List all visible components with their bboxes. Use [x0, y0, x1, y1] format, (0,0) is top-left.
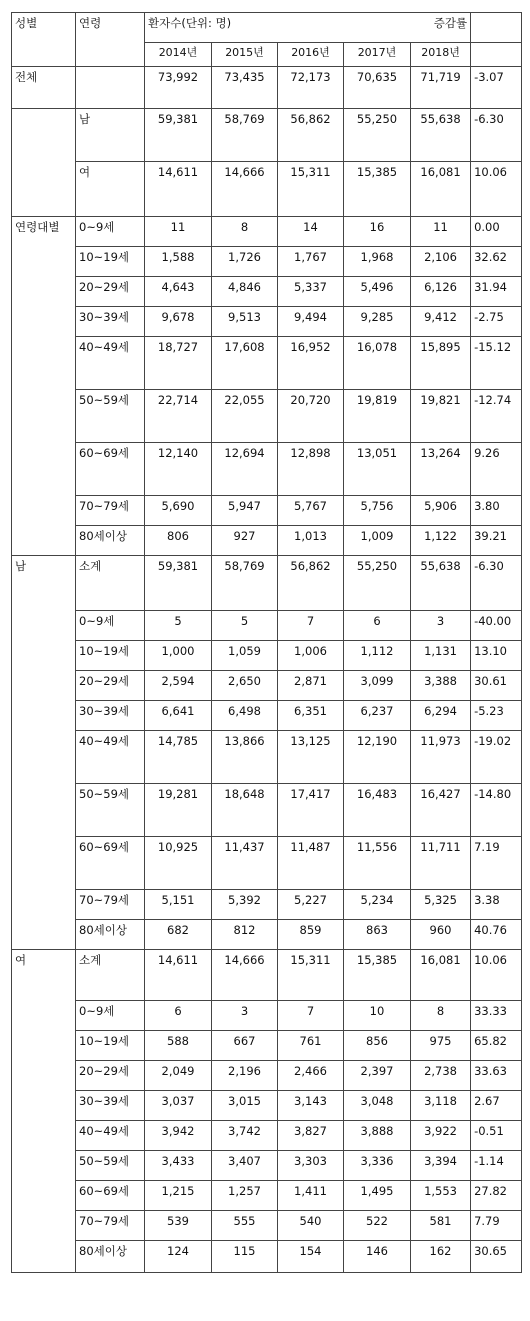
table-row [12, 162, 522, 217]
value-cell: 8 [212, 217, 278, 247]
value-cell: 1,009 [344, 526, 411, 556]
value-cell: 162 [411, 1241, 471, 1273]
value-cell: 5,151 [145, 890, 212, 920]
value-cell: 14,666 [212, 950, 278, 1001]
value-cell: 5,690 [145, 496, 212, 526]
value-cell: 15,311 [278, 950, 344, 1001]
value-cell: 5,337 [278, 277, 344, 307]
value-cell: 59,381 [145, 556, 212, 611]
value-cell: 1,767 [278, 247, 344, 277]
value-cell: 11,437 [212, 837, 278, 890]
value-cell: 5,906 [411, 496, 471, 526]
value-cell: 16 [344, 217, 411, 247]
row-age-label: 30~39세 [76, 701, 145, 731]
value-cell: 6,237 [344, 701, 411, 731]
value-cell: 70,635 [344, 67, 411, 109]
value-cell: 3,143 [278, 1091, 344, 1121]
row-group-label: 남 [12, 556, 76, 950]
value-cell: 73,992 [145, 67, 212, 109]
value-cell: 9,412 [411, 307, 471, 337]
value-cell: 1,588 [145, 247, 212, 277]
header-patients-label: 환자수(단위: 명) [148, 16, 232, 30]
value-cell: 17,417 [278, 784, 344, 837]
row-age-label: 남 [76, 109, 145, 162]
value-cell: 4,846 [212, 277, 278, 307]
value-cell: 19,281 [145, 784, 212, 837]
row-age-label: 60~69세 [76, 1181, 145, 1211]
value-cell: 5,325 [411, 890, 471, 920]
rate-cell: 33.33 [471, 1001, 522, 1031]
value-cell: 3,888 [344, 1121, 411, 1151]
value-cell: 5,756 [344, 496, 411, 526]
value-cell: 6,498 [212, 701, 278, 731]
value-cell: 55,250 [344, 556, 411, 611]
table-row [12, 526, 522, 556]
value-cell: 11,487 [278, 837, 344, 890]
value-cell: 71,719 [411, 67, 471, 109]
value-cell: 146 [344, 1241, 411, 1273]
value-cell: 2,650 [212, 671, 278, 701]
table-row [12, 67, 522, 109]
value-cell: 13,264 [411, 443, 471, 496]
value-cell: 3,015 [212, 1091, 278, 1121]
value-cell: 5,496 [344, 277, 411, 307]
value-cell: 18,648 [212, 784, 278, 837]
table-row [12, 784, 522, 837]
value-cell: 6,294 [411, 701, 471, 731]
row-age-label: 40~49세 [76, 1121, 145, 1151]
value-cell: 2,466 [278, 1061, 344, 1091]
rate-cell: -2.75 [471, 307, 522, 337]
rate-cell: 9.26 [471, 443, 522, 496]
value-cell: 3,388 [411, 671, 471, 701]
value-cell: 59,381 [145, 109, 212, 162]
value-cell: 812 [212, 920, 278, 950]
value-cell: 9,678 [145, 307, 212, 337]
value-cell: 16,427 [411, 784, 471, 837]
value-cell: 1,112 [344, 641, 411, 671]
rate-cell: -6.30 [471, 109, 522, 162]
patients-table [11, 12, 522, 1273]
value-cell: 2,049 [145, 1061, 212, 1091]
value-cell: 3,407 [212, 1151, 278, 1181]
row-age-label: 80세이상 [76, 920, 145, 950]
value-cell: 14,666 [212, 162, 278, 217]
value-cell: 581 [411, 1211, 471, 1241]
row-age-label: 0~9세 [76, 1001, 145, 1031]
header-age: 연령 [76, 13, 145, 67]
row-group-label [12, 109, 76, 217]
table-row [12, 1031, 522, 1061]
table-row [12, 337, 522, 390]
value-cell: 55,638 [411, 109, 471, 162]
value-cell: 540 [278, 1211, 344, 1241]
row-age-label: 70~79세 [76, 1211, 145, 1241]
rate-cell: 31.94 [471, 277, 522, 307]
value-cell: 20,720 [278, 390, 344, 443]
rate-cell: 10.06 [471, 162, 522, 217]
value-cell: 3,099 [344, 671, 411, 701]
value-cell: 8 [411, 1001, 471, 1031]
value-cell: 2,196 [212, 1061, 278, 1091]
rate-cell: -15.12 [471, 337, 522, 390]
value-cell: 3 [212, 1001, 278, 1031]
value-cell: 11,711 [411, 837, 471, 890]
rate-cell: -14.80 [471, 784, 522, 837]
value-cell: 12,190 [344, 731, 411, 784]
value-cell: 19,821 [411, 390, 471, 443]
table-row [12, 307, 522, 337]
rate-cell: -12.74 [471, 390, 522, 443]
table-row [12, 701, 522, 731]
row-age-label: 50~59세 [76, 784, 145, 837]
value-cell: 7 [278, 1001, 344, 1031]
table-row [12, 920, 522, 950]
value-cell: 58,769 [212, 556, 278, 611]
value-cell: 3 [411, 611, 471, 641]
header-year: 2018년 [411, 43, 471, 67]
value-cell: 1,495 [344, 1181, 411, 1211]
table-row [12, 1211, 522, 1241]
value-cell: 1,257 [212, 1181, 278, 1211]
value-cell: 11 [411, 217, 471, 247]
rate-cell: 10.06 [471, 950, 522, 1001]
value-cell: 3,742 [212, 1121, 278, 1151]
value-cell: 5 [145, 611, 212, 641]
row-group-label: 전체 [12, 67, 76, 109]
row-age-label: 소계 [76, 950, 145, 1001]
value-cell: 55,250 [344, 109, 411, 162]
value-cell: 6,351 [278, 701, 344, 731]
value-cell: 16,952 [278, 337, 344, 390]
value-cell: 927 [212, 526, 278, 556]
table-row [12, 1241, 522, 1273]
rate-cell: -19.02 [471, 731, 522, 784]
value-cell: 6,641 [145, 701, 212, 731]
rate-cell: 2.67 [471, 1091, 522, 1121]
value-cell: 16,081 [411, 162, 471, 217]
row-age-label: 0~9세 [76, 217, 145, 247]
value-cell: 1,215 [145, 1181, 212, 1211]
table-row [12, 890, 522, 920]
value-cell: 1,968 [344, 247, 411, 277]
value-cell: 18,727 [145, 337, 212, 390]
row-age-label [76, 67, 145, 109]
table-row [12, 217, 522, 247]
value-cell: 859 [278, 920, 344, 950]
value-cell: 3,942 [145, 1121, 212, 1151]
value-cell: 588 [145, 1031, 212, 1061]
rate-cell: 39.21 [471, 526, 522, 556]
table-row [12, 641, 522, 671]
value-cell: 10,925 [145, 837, 212, 890]
value-cell: 72,173 [278, 67, 344, 109]
header-year: 2014년 [145, 43, 212, 67]
value-cell: 7 [278, 611, 344, 641]
rate-cell: -40.00 [471, 611, 522, 641]
table-row [12, 1061, 522, 1091]
value-cell: 9,494 [278, 307, 344, 337]
value-cell: 667 [212, 1031, 278, 1061]
value-cell: 154 [278, 1241, 344, 1273]
rate-cell: 65.82 [471, 1031, 522, 1061]
header-empty-cell [471, 13, 522, 43]
row-age-label: 여 [76, 162, 145, 217]
row-age-label: 80세이상 [76, 1241, 145, 1273]
value-cell: 960 [411, 920, 471, 950]
value-cell: 19,819 [344, 390, 411, 443]
row-age-label: 30~39세 [76, 1091, 145, 1121]
value-cell: 124 [145, 1241, 212, 1273]
value-cell: 15,385 [344, 162, 411, 217]
value-cell: 682 [145, 920, 212, 950]
value-cell: 863 [344, 920, 411, 950]
value-cell: 1,411 [278, 1181, 344, 1211]
row-age-label: 40~49세 [76, 337, 145, 390]
value-cell: 73,435 [212, 67, 278, 109]
row-age-label: 60~69세 [76, 837, 145, 890]
value-cell: 9,285 [344, 307, 411, 337]
rate-cell: 33.63 [471, 1061, 522, 1091]
row-age-label: 50~59세 [76, 1151, 145, 1181]
value-cell: 3,037 [145, 1091, 212, 1121]
table-row [12, 1121, 522, 1151]
value-cell: 10 [344, 1001, 411, 1031]
value-cell: 2,397 [344, 1061, 411, 1091]
header-patients [145, 13, 471, 43]
value-cell: 2,106 [411, 247, 471, 277]
value-cell: 55,638 [411, 556, 471, 611]
row-age-label: 30~39세 [76, 307, 145, 337]
rate-cell: 7.79 [471, 1211, 522, 1241]
header-change-rate: 증감률 [433, 16, 468, 30]
header-year: 2016년 [278, 43, 344, 67]
value-cell: 12,140 [145, 443, 212, 496]
table-row [12, 556, 522, 611]
table-row [12, 611, 522, 641]
row-group-label: 연령대별 [12, 217, 76, 556]
value-cell: 6 [344, 611, 411, 641]
row-age-label: 소계 [76, 556, 145, 611]
row-age-label: 40~49세 [76, 731, 145, 784]
value-cell: 6 [145, 1001, 212, 1031]
value-cell: 12,898 [278, 443, 344, 496]
value-cell: 806 [145, 526, 212, 556]
row-age-label: 60~69세 [76, 443, 145, 496]
row-age-label: 10~19세 [76, 641, 145, 671]
row-age-label: 80세이상 [76, 526, 145, 556]
value-cell: 22,055 [212, 390, 278, 443]
value-cell: 22,714 [145, 390, 212, 443]
table-body [12, 67, 522, 1273]
table-row [12, 109, 522, 162]
header-year: 2017년 [344, 43, 411, 67]
row-age-label: 50~59세 [76, 390, 145, 443]
value-cell: 1,122 [411, 526, 471, 556]
value-cell: 13,125 [278, 731, 344, 784]
rate-cell: 7.19 [471, 837, 522, 890]
table-row [12, 1001, 522, 1031]
value-cell: 4,643 [145, 277, 212, 307]
value-cell: 856 [344, 1031, 411, 1061]
value-cell: 14,611 [145, 162, 212, 217]
value-cell: 11 [145, 217, 212, 247]
rate-cell: -0.51 [471, 1121, 522, 1151]
value-cell: 1,131 [411, 641, 471, 671]
value-cell: 5,392 [212, 890, 278, 920]
row-group-label: 여 [12, 950, 76, 1273]
row-age-label: 10~19세 [76, 247, 145, 277]
rate-cell: 13.10 [471, 641, 522, 671]
value-cell: 1,059 [212, 641, 278, 671]
value-cell: 58,769 [212, 109, 278, 162]
value-cell: 975 [411, 1031, 471, 1061]
value-cell: 761 [278, 1031, 344, 1061]
value-cell: 3,048 [344, 1091, 411, 1121]
value-cell: 15,385 [344, 950, 411, 1001]
value-cell: 3,922 [411, 1121, 471, 1151]
table-row [12, 277, 522, 307]
value-cell: 3,303 [278, 1151, 344, 1181]
value-cell: 5 [212, 611, 278, 641]
value-cell: 17,608 [212, 337, 278, 390]
rate-cell: 3.38 [471, 890, 522, 920]
header-gender: 성별 [12, 13, 76, 67]
value-cell: 5,234 [344, 890, 411, 920]
table-row [12, 837, 522, 890]
table-row [12, 443, 522, 496]
rate-cell: 0.00 [471, 217, 522, 247]
value-cell: 13,866 [212, 731, 278, 784]
value-cell: 16,081 [411, 950, 471, 1001]
value-cell: 1,726 [212, 247, 278, 277]
value-cell: 56,862 [278, 556, 344, 611]
row-age-label: 0~9세 [76, 611, 145, 641]
value-cell: 1,000 [145, 641, 212, 671]
value-cell: 15,895 [411, 337, 471, 390]
table-row [12, 671, 522, 701]
row-age-label: 20~29세 [76, 1061, 145, 1091]
table-row [12, 390, 522, 443]
table-row [12, 1181, 522, 1211]
value-cell: 3,433 [145, 1151, 212, 1181]
value-cell: 3,827 [278, 1121, 344, 1151]
rate-cell: -3.07 [471, 67, 522, 109]
value-cell: 14,785 [145, 731, 212, 784]
header-empty-cell [471, 43, 522, 67]
value-cell: 9,513 [212, 307, 278, 337]
table-row [12, 731, 522, 784]
value-cell: 5,767 [278, 496, 344, 526]
row-age-label: 70~79세 [76, 890, 145, 920]
value-cell: 555 [212, 1211, 278, 1241]
rate-cell: 40.76 [471, 920, 522, 950]
value-cell: 5,227 [278, 890, 344, 920]
rate-cell: 30.65 [471, 1241, 522, 1273]
value-cell: 6,126 [411, 277, 471, 307]
value-cell: 2,871 [278, 671, 344, 701]
value-cell: 11,556 [344, 837, 411, 890]
value-cell: 522 [344, 1211, 411, 1241]
value-cell: 56,862 [278, 109, 344, 162]
value-cell: 2,738 [411, 1061, 471, 1091]
value-cell: 16,078 [344, 337, 411, 390]
value-cell: 2,594 [145, 671, 212, 701]
value-cell: 14,611 [145, 950, 212, 1001]
value-cell: 15,311 [278, 162, 344, 217]
table-row [12, 1091, 522, 1121]
row-age-label: 70~79세 [76, 496, 145, 526]
rate-cell: 32.62 [471, 247, 522, 277]
table-row [12, 247, 522, 277]
value-cell: 14 [278, 217, 344, 247]
table-row [12, 950, 522, 1001]
row-age-label: 10~19세 [76, 1031, 145, 1061]
value-cell: 13,051 [344, 443, 411, 496]
value-cell: 3,394 [411, 1151, 471, 1181]
row-age-label: 20~29세 [76, 277, 145, 307]
rate-cell: 3.80 [471, 496, 522, 526]
value-cell: 3,118 [411, 1091, 471, 1121]
table-row [12, 496, 522, 526]
rate-cell: -1.14 [471, 1151, 522, 1181]
table-row [12, 1151, 522, 1181]
value-cell: 3,336 [344, 1151, 411, 1181]
rate-cell: -5.23 [471, 701, 522, 731]
value-cell: 5,947 [212, 496, 278, 526]
value-cell: 1,013 [278, 526, 344, 556]
value-cell: 1,006 [278, 641, 344, 671]
value-cell: 11,973 [411, 731, 471, 784]
header-year: 2015년 [212, 43, 278, 67]
value-cell: 115 [212, 1241, 278, 1273]
value-cell: 16,483 [344, 784, 411, 837]
value-cell: 12,694 [212, 443, 278, 496]
value-cell: 1,553 [411, 1181, 471, 1211]
rate-cell: -6.30 [471, 556, 522, 611]
value-cell: 539 [145, 1211, 212, 1241]
rate-cell: 27.82 [471, 1181, 522, 1211]
header-row-1 [12, 13, 522, 43]
rate-cell: 30.61 [471, 671, 522, 701]
row-age-label: 20~29세 [76, 671, 145, 701]
